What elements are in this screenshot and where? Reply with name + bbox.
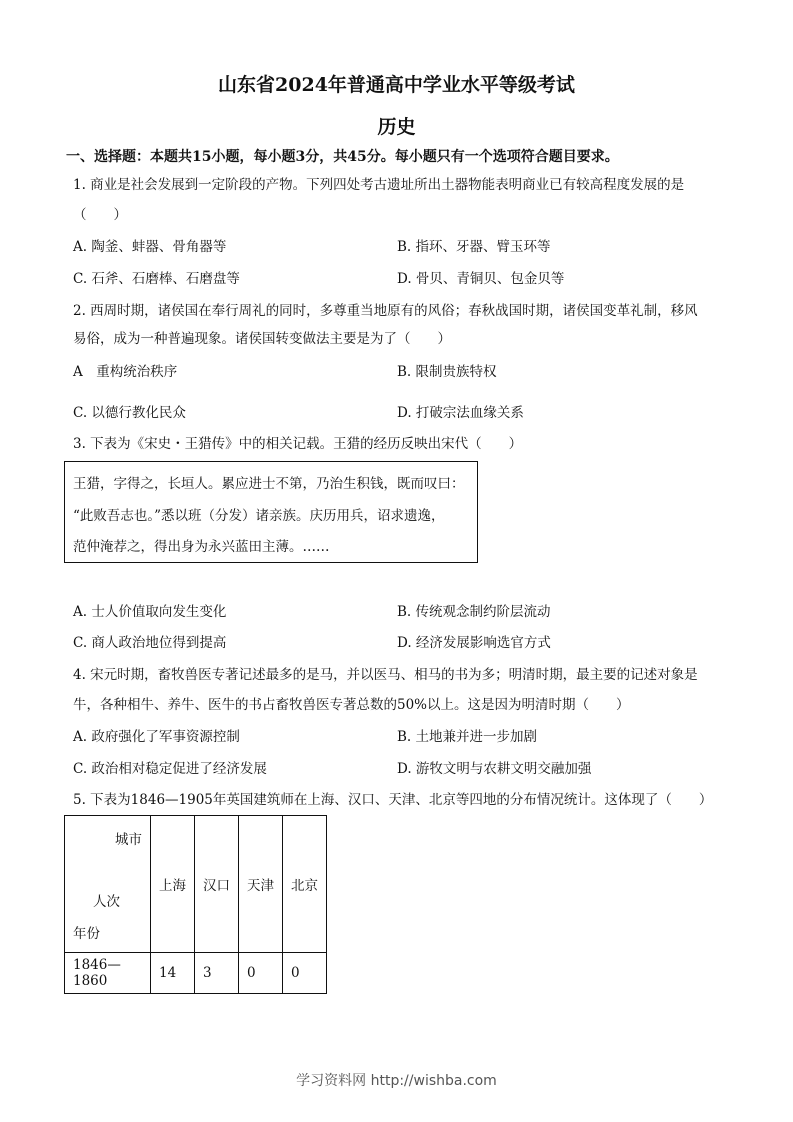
q1-option-d: D. 骨贝、青铜贝、包金贝等 — [397, 271, 565, 287]
q3-stem: 3. 下表为《宋史・王猎传》中的相关记载。王猎的经历反映出宋代（ ） — [73, 436, 523, 452]
table-row — [65, 953, 327, 994]
q1-blank: （ ） — [73, 207, 127, 223]
q1-option-c: C. 石斧、石磨棒、石磨盘等 — [73, 271, 240, 287]
footer-watermark: 学习资料网 http://wishba.com — [296, 1073, 497, 1089]
q3-quote-line3: 范仲淹荐之，得出身为永兴蓝田主薄。…… — [73, 539, 330, 555]
city-header-tianjin: 天津 — [239, 816, 283, 953]
city-header-shanghai: 上海 — [151, 816, 195, 953]
q3-option-b: B. 传统观念制约阶层流动 — [397, 604, 551, 620]
q4-option-a: A. 政府强化了军事资源控制 — [73, 729, 240, 745]
architect-distribution-table — [64, 815, 327, 994]
q3-quote-box — [64, 461, 478, 563]
q2-option-b: B. 限制贵族特权 — [397, 364, 497, 380]
table-header-row — [65, 816, 327, 953]
q3-quote-line2: “此败吾志也。”悉以班（分发）诸亲族。庆历用兵，诏求遗逸， — [73, 508, 445, 524]
q1-stem: 1. 商业是社会发展到一定阶段的产物。下列四处考古遗址所出土器物能表明商业已有较高程度发展的是 — [73, 177, 685, 193]
q1-option-a: A. 陶釜、蚌器、骨角器等 — [73, 239, 227, 255]
corner-city-label: 城市 — [115, 832, 142, 848]
row-value-beijing: 0 — [283, 953, 327, 994]
row-value-shanghai: 14 — [151, 953, 195, 994]
exam-title: 山东省2024年普通高中学业水平等级考试 — [218, 74, 575, 96]
subject-title: 历史 — [377, 116, 416, 138]
section-heading: 一、选择题：本题共15小题，每小题3分，共45分。每小题只有一个选项符合题目要求。 — [66, 149, 619, 165]
q4-stem-line2: 牛，各种相牛、养牛、医牛的书占畜牧兽医专著总数的50%以上。这是因为明清时期（ ） — [73, 697, 630, 713]
q2-option-d: D. 打破宗法血缘关系 — [397, 405, 524, 421]
q2-stem-line1: 2. 西周时期，诸侯国在奉行周礼的同时，多尊重当地原有的风俗；春秋战国时期，诸侯国变革礼制，移风 — [73, 303, 698, 319]
q3-option-c: C. 商人政治地位得到提高 — [73, 635, 227, 651]
q4-stem-line1: 4. 宋元时期，畜牧兽医专著记述最多的是马，并以医马、相马的书为多；明清时期，最主要的记述对象是 — [73, 667, 698, 683]
corner-year-label: 年份 — [73, 926, 100, 942]
q2-stem-line2: 易俗，成为一种普遍现象。诸侯国转变做法主要是为了（ ） — [73, 331, 451, 347]
q3-option-a: A. 士人价值取向发生变化 — [73, 604, 227, 620]
q4-option-b: B. 土地兼并进一步加剧 — [397, 729, 538, 745]
row-value-hankou: 3 — [195, 953, 239, 994]
city-header-hankou: 汉口 — [195, 816, 239, 953]
city-header-beijing: 北京 — [283, 816, 327, 953]
row-value-tianjin: 0 — [239, 953, 283, 994]
q2-option-c: C. 以德行教化民众 — [73, 405, 186, 421]
row-year-cell: 1846—1860 — [65, 953, 151, 994]
q1-option-b: B. 指环、牙器、臂玉环等 — [397, 239, 551, 255]
table-corner-header — [65, 816, 151, 953]
q4-option-c: C. 政治相对稳定促进了经济发展 — [73, 761, 267, 777]
q3-quote-line1: 王猎，字得之，长垣人。累应进士不第，乃治生积钱，既而叹曰： — [73, 476, 465, 492]
q2-option-a: A 重构统治秩序 — [73, 364, 178, 380]
q5-stem: 5. 下表为1846—1905年英国建筑师在上海、汉口、天津、北京等四地的分布情况统计。这体现了（ ） — [73, 792, 713, 808]
q4-option-d: D. 游牧文明与农耕文明交融加强 — [397, 761, 592, 777]
q3-option-d: D. 经济发展影响选官方式 — [397, 635, 551, 651]
corner-count-label: 人次 — [93, 894, 120, 910]
